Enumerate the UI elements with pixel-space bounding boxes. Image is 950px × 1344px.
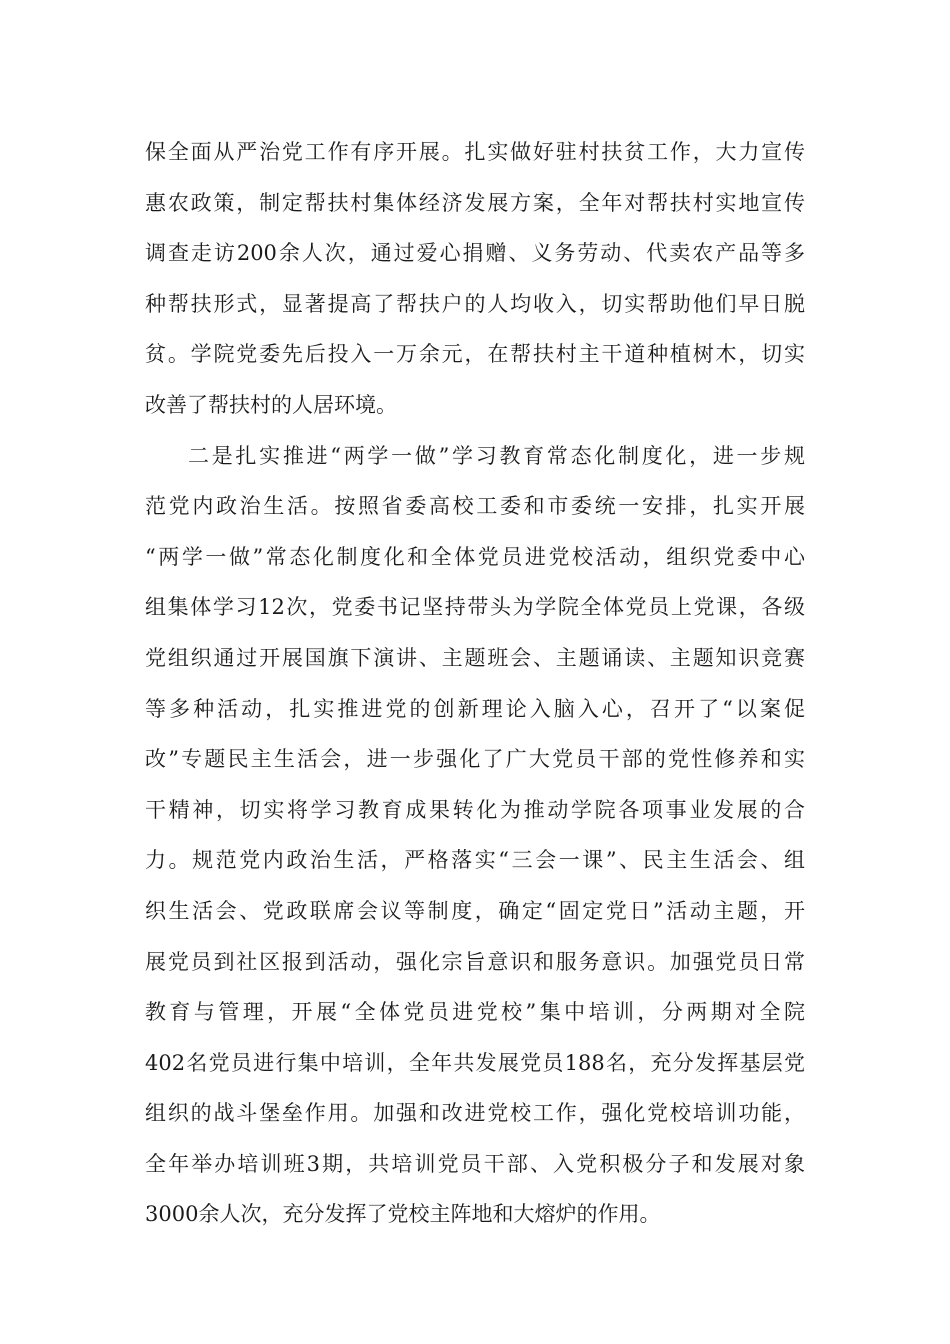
text-line: 二是扎实推进“两学一做”学习教育常态化制度化，进一步规 bbox=[188, 443, 805, 468]
text-line: 组织的战斗堡垒作用。加强和改进党校工作，强化党校培训功能， bbox=[145, 1101, 805, 1126]
text-line: 组集体学习12次，党委书记坚持带头为学院全体党员上党课，各级 bbox=[145, 595, 805, 620]
text-line: 织生活会、党政联席会议等制度，确定“固定党日”活动主题，开 bbox=[145, 898, 805, 923]
body-text bbox=[145, 127, 805, 1240]
text-line: 3000余人次，充分发挥了党校主阵地和大熔炉的作用。 bbox=[145, 1202, 661, 1227]
text-line: 教育与管理，开展“全体党员进党校”集中培训，分两期对全院 bbox=[145, 1000, 805, 1025]
text-line: 改善了帮扶村的人居环境。 bbox=[145, 392, 397, 417]
text-line: 惠农政策，制定帮扶村集体经济发展方案，全年对帮扶村实地宣传 bbox=[145, 190, 805, 215]
text-line: 党组织通过开展国旗下演讲、主题班会、主题诵读、主题知识竞赛 bbox=[145, 645, 805, 670]
text-line: 全年举办培训班3期，共培训党员干部、入党积极分子和发展对象 bbox=[145, 1151, 805, 1176]
text-line: 干精神，切实将学习教育成果转化为推动学院各项事业发展的合 bbox=[145, 797, 805, 822]
text-line: 贫。学院党委先后投入一万余元，在帮扶村主干道种植树木，切实 bbox=[145, 342, 805, 367]
text-line: 范党内政治生活。按照省委高校工委和市委统一安排，扎实开展 bbox=[145, 494, 805, 519]
text-line: 展党员到社区报到活动，强化宗旨意识和服务意识。加强党员日常 bbox=[145, 949, 805, 974]
text-line: 402名党员进行集中培训，全年共发展党员188名，充分发挥基层党 bbox=[145, 1050, 805, 1075]
text-line: 等多种活动，扎实推进党的创新理论入脑入心，召开了“以案促 bbox=[145, 696, 805, 721]
text-line: 种帮扶形式，显著提高了帮扶户的人均收入，切实帮助他们早日脱 bbox=[145, 291, 805, 316]
text-line: 保全面从严治党工作有序开展。扎实做好驻村扶贫工作，大力宣传 bbox=[145, 140, 805, 164]
text-line: “两学一做”常态化制度化和全体党员进党校活动，组织党委中心 bbox=[145, 544, 805, 569]
text-line: 力。规范党内政治生活，严格落实“三会一课”、民主生活会、组 bbox=[145, 848, 805, 873]
text-line: 调查走访200余人次，通过爱心捐赠、义务劳动、代卖农产品等多 bbox=[145, 241, 805, 266]
text-line: 改”专题民主生活会，进一步强化了广大党员干部的党性修养和实 bbox=[145, 747, 805, 772]
